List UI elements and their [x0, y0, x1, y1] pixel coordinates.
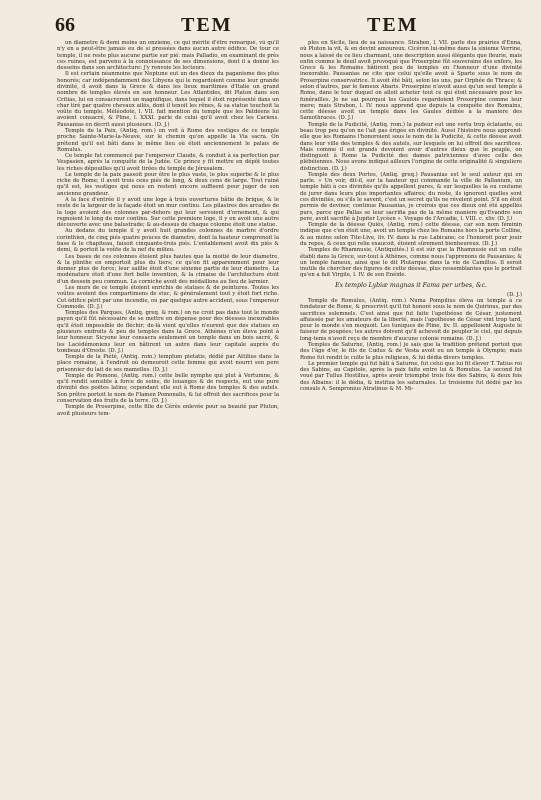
- running-head: [55, 16, 505, 38]
- paragraph: Il est certain néanmoins que Neptune eut un des dieux du paganisme des plus honorés; car indépendamment des Libyens qui le regardoient comme leur grande divinité, il avoit dans la Grece & dans les lieux maritimes d'Italie un grand nombre de temples élevés en son honneur. Les Atlantides, dit Platon dans son Critias, lui en consacrerent un magnifique, dans lequel il étoit représenté dans un char tiré par quatre chevaux ailés, dont il tenoit les rênes, & sa statue touchoit la voûte du temple. Méléodote, l. VII. fait mention du temple que les Patdéens lui avoient consacré, & Pline, l. XXXI. parle de celui qu'il avoit chez les Cariens. Pausanias en décrit aussi plusieurs. (D. J.): [57, 71, 279, 128]
- paragraph: Les bases de ces colonnes étoient plus hautes que la moitié de leur diametre, & la plinthe en emportoit plus du tiers; ce qu'on fit apparemment pour leur donner plus de force; leur saillie étoit d'une sixieme partie de leur diametre. La modénature étoit d'une fort belle invention, & la cimaise de l'architecture étoit d'un dessein peu commun. La corniche avoit des médaillons au lieu de larmier.: [57, 253, 279, 285]
- page-number: 66: [55, 14, 75, 36]
- paragraph: Ce temple fut commencé par l'empereur Claude, & conduit à sa perfection par Vespasien, après la conquête de la Judée. Ce prince y fit mettre en dépôt toutes les riches dépouilles qu'il avoit tirées du temple de Jérusalem.: [57, 153, 279, 172]
- paragraph: ples en Sicile, lieu de sa naissance. Strabon, l. VII. parle des prairies d'Enna, où Pluton la vit, & en devint amoureux. Cicéron lui-même dans la sixieme Verrine, nous a laissé de ce lieu charmant, une description aussi élégante que fleurie, mais enfin comme le deuil avoit provoqué que Proserpine fût souveraine des enfers, les Grecs & les Romains bâtirent peu de temples en l'honneur d'une divinité inexorable. Pausanias ne cite que celui qu'elle avoit à Sparte sous le nom de Proserpine conservatrice. Il avoit été bâti, selon les uns, par Orphée de Thrace; & selon d'autres, par le fameux Abaris. Proserpine n'avoit aussi qu'un seul temple à Rome, dans le tour duquel on alloit acheter tout ce qui étoit nécessaire pour les funérailles. Je ne sai pourquoi les Gaulois regardoient Proserpine comme leur mere; mais Strabon, l. IV. nous apprend que depuis la conquête des Romains, cette déesse avoit un temple dans les Gaules dédiée à la maniere des Samothraces. (D. J.): [300, 40, 522, 122]
- paragraph: un diametre & demi moins un onzieme, ce qui mérite d'être remarqué, vû qu'il n'y en a peut-être jamais eu de si pressées dans aucun autre édifice. De tour ce temple, il ne reste plus aucune partie sur pié: mais Palladio, en examinant de près ces ruines, est parvenu à la connoissance de ses dimensions, dont il a donné les desseins dans son architecture: j'y renvoie les lecteurs.: [57, 40, 279, 72]
- verse-quotation: Ex templo Lybiæ magnas it Fama per urbes, &c.: [335, 281, 487, 289]
- entry-temple-de-la-deesse-quies: Temple de la déesse Quiès, (Antiq. rom.) cette déesse, car son nom féminin indique que c'en étoit une, avoit un temple chez les Romains hors la porte Colline, & au moins selon Tite-Live, liv. IV. dans la rue Labicane; ce l'honoroit pour jouir du repos, & ceux qui relie exaucoit, étoient sûrement bienheureux. (D. J.): [300, 222, 522, 247]
- entry-temples-des-parques: Temples des Parques, (Antiq. greq. & rom.) on ne croit pas dans tout le monde payen qu'il fût nécessaire de se mettre en dépense pour des déesses inexorables qu'il étoit impossible de fléchir; de-là vient qu'elles n'eurent que des statues en plusieurs endroits & peu de temples dans la Grece. Athènes n'en éleva point à leur honneur. Sicyone leur consacra seulement un temple dans un bois sacré, & les Lacédémoniens leur en bâtirent un autre dans leur capitale auprès du tombeau d'Oreste. (D. J.): [57, 310, 279, 354]
- paragraph: Le temple de la paix passoit pour être le plus vaste, le plus superbe & le plus riche de Rome; il avoit trois cens piés de long, & deux cens de large. Tout ruiné qu'il est, les vestiges qui nous en restent encore suffisent pour juger de son ancienne grandeur.: [57, 171, 279, 197]
- entry-temples-de-rhamnusie: Temples de Rhamnusie, (Antiquités.) il est sûr que la Rhamnusie eut un culte établi dans la Grece, sur-tout à Athènes, comme nous l'apprenons de Pausanias; & un temple fameux, ainsi que le dit Plutarque dans la vie de Camillus. Il seroit inutile de chercher des figures de cette déesse, plus ressemblantes que le portrait qu'en a fait Virgile, l. IV. de son Enéide.: [300, 247, 522, 279]
- left-column: [57, 40, 279, 792]
- paragraph: A la face d'entrée il y avoit une loge à trois ouvertures bâtie de brique, & le reste de la largeur de la façade étoit un mur continu. Les pilastres des arcades de la loge avoient des colonnes par-dehors qui leur servoient d'ornement, & qui regnoient le long du mur continu. Sur cette premiere loge, il y en avoit une autre découverte avec une balustrade; & au-dessus de chaque colonne étoit une statue.: [57, 197, 279, 229]
- entry-temple-de-la-piete: Temple de la Piété, (Antiq. rom.) templum pietatis, dédié par Attilius dans la place romaine, à l'endroit où demeuroit cette femme qui avoit nourri son pere prisonnier du lait de ses mamelles. (D. J.): [57, 354, 279, 373]
- paragraph: Au dedans du temple il y avoit huit grandes colonnes de marbre d'ordre corinthien, de cinq piés quatre pouces de diametre, dont la hauteur comprenoit la base & le chapiteau, faisoit cinquante-trois piés. L'entablement avoit dix piés & demi, & portoit la voûte de la nef du milieu.: [57, 228, 279, 254]
- paragraph: Les murs de ce temple étoient enrichis de statues & de peintures. Toutes les voûtes avoient des compartimens de stuc, & généralement tout y étoit fort riche. Cet édifice périt par une incendie, ou par quelque autre accident, sous l'empereur Commode. (D. J.): [57, 284, 279, 310]
- signature: (D. J.): [507, 291, 522, 298]
- entry-temple-de-la-pudicite: Temple de la Pudicité, (Antiq. rom.) la pudeur eut une vertu trop éclatante, ou beau trop peu qu'on ne l'ait pas érigée en divinité. Aussi l'histoire nous apprend-elle que les Romains l'honoroient sous le nom de la Pudicité, & cette déesse avoit dans leur ville des temples & des autels, sur lesquels on lui offroit des sacrifices. Mais comme il est grands devoient avoir d'autres dieux que le peuple, on distinguoit à Rome la Pudicité des dames patriciennes d'avec celle des plébéiennes. Nous avons indiqué ailleurs l'origine de cette originalité & singuliere distinction. (D. J.): [300, 121, 522, 172]
- entry-temple-de-la-paix: Temple de la Paix, (Antiq. rom.) on voit à Rome des vestiges de ce temple proche Sainte-Marie-la-Neuve, sur le chemin qu'on appelle la Via sacra. On prétend qu'il est bâti dans le même lieu où étoit anciennement le palais de Romulus.: [57, 127, 279, 153]
- running-head-right-word: TEM: [367, 14, 419, 36]
- right-column: [300, 40, 522, 792]
- entry-temple-de-pomone: Temple de Pomone, (Antiq. rom.) cette belle nymphe qui plut à Vertumne, & qu'il rendit sensible à force de soins, de louanges & de respects, eut une pure divinité des poëtes latins; cependant elle eut à Rome des temples & des autels. Son prêtre portoit le nom de Flamen Pomonalis, & lui offroit des sacrifices pour la conservation des fruits de la terre. (D. J.): [57, 372, 279, 405]
- entry-temple-des-deux-portes: Temple des deux Portes, (Antiq. greq.) Pausanias est le seul auteur qui en parle. « Un voir, dit-il, sur la hauteur qui commande la ville de Pallanium, un temple bâti à ces divinités qu'ils appellent pures, & sur lesquelles la ou coutume de jurer dans leurs plus importantes affaires; du reste, ils ignorent quelles sont ces divinités, ou s'ils le savent, c'est un secret qu'ils ne révelent point. S'il en étoit permis de deviner, continue Pausanias, je croirois que ces dieux ont été appellés purs, parce que Pallas se leur sacrifia pas de la même maniere qu'Evandre son pere, avoit sacrifié à Jupiter Lycéen ». Voyage de l'Arcadie, l. VIII. c. xliv. (D. J.): [300, 171, 522, 222]
- entry-temples-de-saturne: Temples de Saturne, (Antiq. rom.) je sais que la tradition prétend portoit que des l'âge d'or, le fils de Cœlus & de Vesta avoit eu un temple à Olympie; mais Rome fut rendit le culte le plus religieux, & lui dédia divers temples.: [300, 341, 522, 361]
- entry-temple-de-proserpine: Temple de Proserpine, cette fille de Cérès enlevée pour sa beauté par Pluton, avoit plusieurs tem-: [57, 404, 279, 417]
- entry-temple-de-romulus: Temple de Romulus, (Antiq. rom.) Numa Pompilius éleva un temple à ce fondateur de Rome, & prescrivit qu'il fut honoré sous le nom de Quirinus, par des sacrifices solemnels. C'est ainsi que fut faite l'apothéose de César, justement affaissée par les amateurs de la liberté, mais l'apothéose de César vint trop tard, pour le monde s'en moquoit. Les tuniques de Pline, liv. II. appelloient Auguste le faiseur de poupées; les autres doivent qu'il achevoit de peupler le ciel, qui depuis long-tems n'avoit reçu de membre d'aucune colonie romaine. (D. J.): [300, 297, 522, 342]
- running-head-left-word: TEM: [181, 14, 233, 36]
- paragraph: Le premier temple qui fut bâti à Saturne, fut celui que lui fit élever T. Tatius roi des Sabins, au Capitole, après la paix faite entre lui & Romulus. Le second fut voué par Tullus Hostilius, après avoir triomphé trois fois des Sabins, & deux fois des Albains: il le dédia, & institua les saturnales. Le troisieme fut dédié par les consuls A. Sempronius Atratinus & M. Mi-: [300, 360, 522, 392]
